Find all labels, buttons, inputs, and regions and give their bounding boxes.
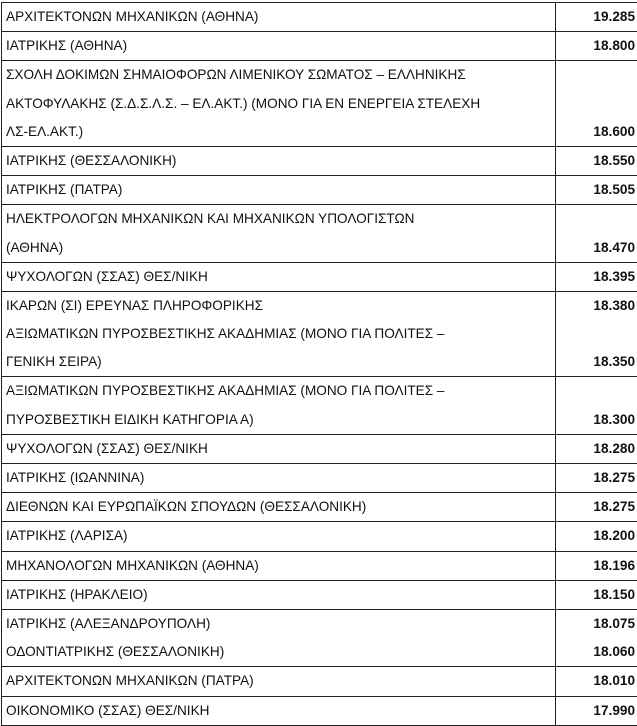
school-name-line: ΨΥΧΟΛΟΓΩΝ (ΣΣΑΣ) ΘΕΣ/ΝΙΚΗ: [6, 263, 553, 291]
score-value: 18.550: [556, 147, 635, 175]
school-name-cell: [2, 493, 556, 522]
table-row: [2, 551, 637, 580]
score-value: 19.285: [556, 3, 635, 31]
score-value: 18.150: [556, 581, 635, 609]
table-row: [2, 434, 637, 463]
score-cell: [556, 291, 637, 377]
score-value: 18.395: [556, 263, 635, 291]
score-value: 17.990: [556, 697, 635, 725]
score-value: 18.470: [556, 234, 635, 262]
school-name-cell: [2, 32, 556, 61]
school-name-cell: [2, 176, 556, 205]
school-name-line: ΠΥΡΟΣΒΕΣΤΙΚΗ ΕΙΔΙΚΗ ΚΑΤΗΓΟΡΙΑ Α): [6, 406, 553, 434]
table-row: [2, 377, 637, 434]
school-name-line: ΙΑΤΡΙΚΗΣ (ΑΘΗΝΑ): [6, 32, 553, 60]
table-row: [2, 522, 637, 551]
score-cell: [556, 146, 637, 175]
school-name-line: ΛΣ-ΕΛ.ΑΚΤ.): [6, 118, 553, 146]
score-value: 18.060: [556, 638, 635, 666]
table-row: [2, 61, 637, 147]
school-name-line: ΟΙΚΟΝΟΜΙΚΟ (ΣΣΑΣ) ΘΕΣ/ΝΙΚΗ: [6, 697, 553, 725]
table-row: [2, 696, 637, 725]
table-row: [2, 205, 637, 262]
admission-scores-table: [1, 2, 637, 726]
school-name-line: ΑΚΤΟΦΥΛΑΚΗΣ (Σ.Δ.Σ.Λ.Σ. – ΕΛ.ΑΚΤ.) (ΜΟΝΟ ΓΙΑ ΕΝ ΕΝΕΡΓΕΙΑ ΣΤΕΛΕΧΗ: [6, 90, 553, 118]
score-cell: [556, 377, 637, 434]
school-name-cell: [2, 696, 556, 725]
school-name-line: ΑΞΙΩΜΑΤΙΚΩΝ ΠΥΡΟΣΒΕΣΤΙΚΗΣ ΑΚΑΔΗΜΙΑΣ (ΜΟΝΟ ΓΙΑ ΠΟΛΙΤΕΣ –: [6, 377, 553, 405]
school-name-line: ΙΑΤΡΙΚΗΣ (ΙΩΑΝΝΙΝΑ): [6, 464, 553, 492]
table-row: [2, 176, 637, 205]
school-name-cell: [2, 3, 556, 32]
school-name-line: ΗΛΕΚΤΡΟΛΟΓΩΝ ΜΗΧΑΝΙΚΩΝ ΚΑΙ ΜΗΧΑΝΙΚΩΝ ΥΠΟΛΟΓΙΣΤΩΝ: [6, 205, 553, 233]
table-row: [2, 3, 637, 32]
school-name-cell: [2, 580, 556, 609]
school-name-line: ΔΙΕΘΝΩΝ ΚΑΙ ΕΥΡΩΠΑΪΚΩΝ ΣΠΟΥΔΩΝ (ΘΕΣΣΑΛΟΝΙΚΗ): [6, 493, 553, 521]
school-name-line: ΟΔΟΝΤΙΑΤΡΙΚΗΣ (ΘΕΣΣΑΛΟΝΙΚΗ): [6, 638, 553, 666]
school-name-line: ΑΡΧΙΤΕΚΤΟΝΩΝ ΜΗΧΑΝΙΚΩΝ (ΠΑΤΡΑ): [6, 667, 553, 695]
score-value: 18.800: [556, 32, 635, 60]
score-cell: [556, 262, 637, 291]
school-name-cell: [2, 377, 556, 434]
score-value: 18.275: [556, 493, 635, 521]
table-row: [2, 291, 637, 377]
school-name-cell: [2, 667, 556, 696]
table-row: [2, 146, 637, 175]
score-value: 18.075: [556, 610, 635, 638]
school-name-line: ΑΞΙΩΜΑΤΙΚΩΝ ΠΥΡΟΣΒΕΣΤΙΚΗΣ ΑΚΑΔΗΜΙΑΣ (ΜΟΝΟ ΓΙΑ ΠΟΛΙΤΕΣ –: [6, 320, 553, 348]
score-value: 18.600: [556, 118, 635, 146]
score-cell: [556, 667, 637, 696]
school-name-line: ΙΑΤΡΙΚΗΣ (ΛΑΡΙΣΑ): [6, 522, 553, 550]
table-row: [2, 609, 637, 666]
score-cell: [556, 493, 637, 522]
score-cell: [556, 434, 637, 463]
school-name-cell: [2, 291, 556, 377]
table-row: [2, 262, 637, 291]
school-name-line: ΙΑΤΡΙΚΗΣ (ΘΕΣΣΑΛΟΝΙΚΗ): [6, 147, 553, 175]
school-name-cell: [2, 434, 556, 463]
table-row: [2, 580, 637, 609]
school-name-line: ΙΑΤΡΙΚΗΣ (ΗΡΑΚΛΕΙΟ): [6, 581, 553, 609]
score-value: 18.196: [556, 552, 635, 580]
score-cell: [556, 580, 637, 609]
table-body: [2, 3, 637, 726]
school-name-line: ΓΕΝΙΚΗ ΣΕΙΡΑ): [6, 348, 553, 376]
score-value: 18.275: [556, 464, 635, 492]
school-name-cell: [2, 464, 556, 493]
score-value: 18.200: [556, 522, 635, 550]
score-cell: [556, 464, 637, 493]
school-name-line: ΙΚΑΡΩΝ (ΣΙ) ΕΡΕΥΝΑΣ ΠΛΗΡΟΦΟΡΙΚΗΣ: [6, 292, 553, 320]
score-cell: [556, 522, 637, 551]
school-name-cell: [2, 522, 556, 551]
school-name-line: ΙΑΤΡΙΚΗΣ (ΠΑΤΡΑ): [6, 176, 553, 204]
school-name-cell: [2, 205, 556, 262]
table-row: [2, 493, 637, 522]
school-name-line: ΨΥΧΟΛΟΓΩΝ (ΣΣΑΣ) ΘΕΣ/ΝΙΚΗ: [6, 435, 553, 463]
score-cell: [556, 176, 637, 205]
score-cell: [556, 3, 637, 32]
score-value: 18.300: [556, 406, 635, 434]
score-value: 18.010: [556, 667, 635, 695]
score-value: 18.380: [556, 292, 635, 320]
table-row: [2, 32, 637, 61]
school-name-cell: [2, 61, 556, 147]
score-spacer: [556, 320, 635, 348]
school-name-line: ΙΑΤΡΙΚΗΣ (ΑΛΕΞΑΝΔΡΟΥΠΟΛΗ): [6, 610, 553, 638]
score-cell: [556, 61, 637, 147]
score-cell: [556, 32, 637, 61]
score-cell: [556, 609, 637, 666]
score-value: 18.280: [556, 435, 635, 463]
school-name-cell: [2, 609, 556, 666]
table-row: [2, 667, 637, 696]
score-cell: [556, 205, 637, 262]
score-cell: [556, 696, 637, 725]
score-value: 18.350: [556, 348, 635, 376]
school-name-line: ΣΧΟΛΗ ΔΟΚΙΜΩΝ ΣΗΜΑΙΟΦΟΡΩΝ ΛΙΜΕΝΙΚΟΥ ΣΩΜΑΤΟΣ – ΕΛΛΗΝΙΚΗΣ: [6, 61, 553, 89]
school-name-cell: [2, 551, 556, 580]
school-name-line: ΜΗΧΑΝΟΛΟΓΩΝ ΜΗΧΑΝΙΚΩΝ (ΑΘΗΝΑ): [6, 552, 553, 580]
school-name-line: ΑΡΧΙΤΕΚΤΟΝΩΝ ΜΗΧΑΝΙΚΩΝ (ΑΘΗΝΑ): [6, 3, 553, 31]
score-value: 18.505: [556, 176, 635, 204]
table-row: [2, 464, 637, 493]
score-cell: [556, 551, 637, 580]
school-name-cell: [2, 146, 556, 175]
school-name-line: (ΑΘΗΝΑ): [6, 234, 553, 262]
school-name-cell: [2, 262, 556, 291]
